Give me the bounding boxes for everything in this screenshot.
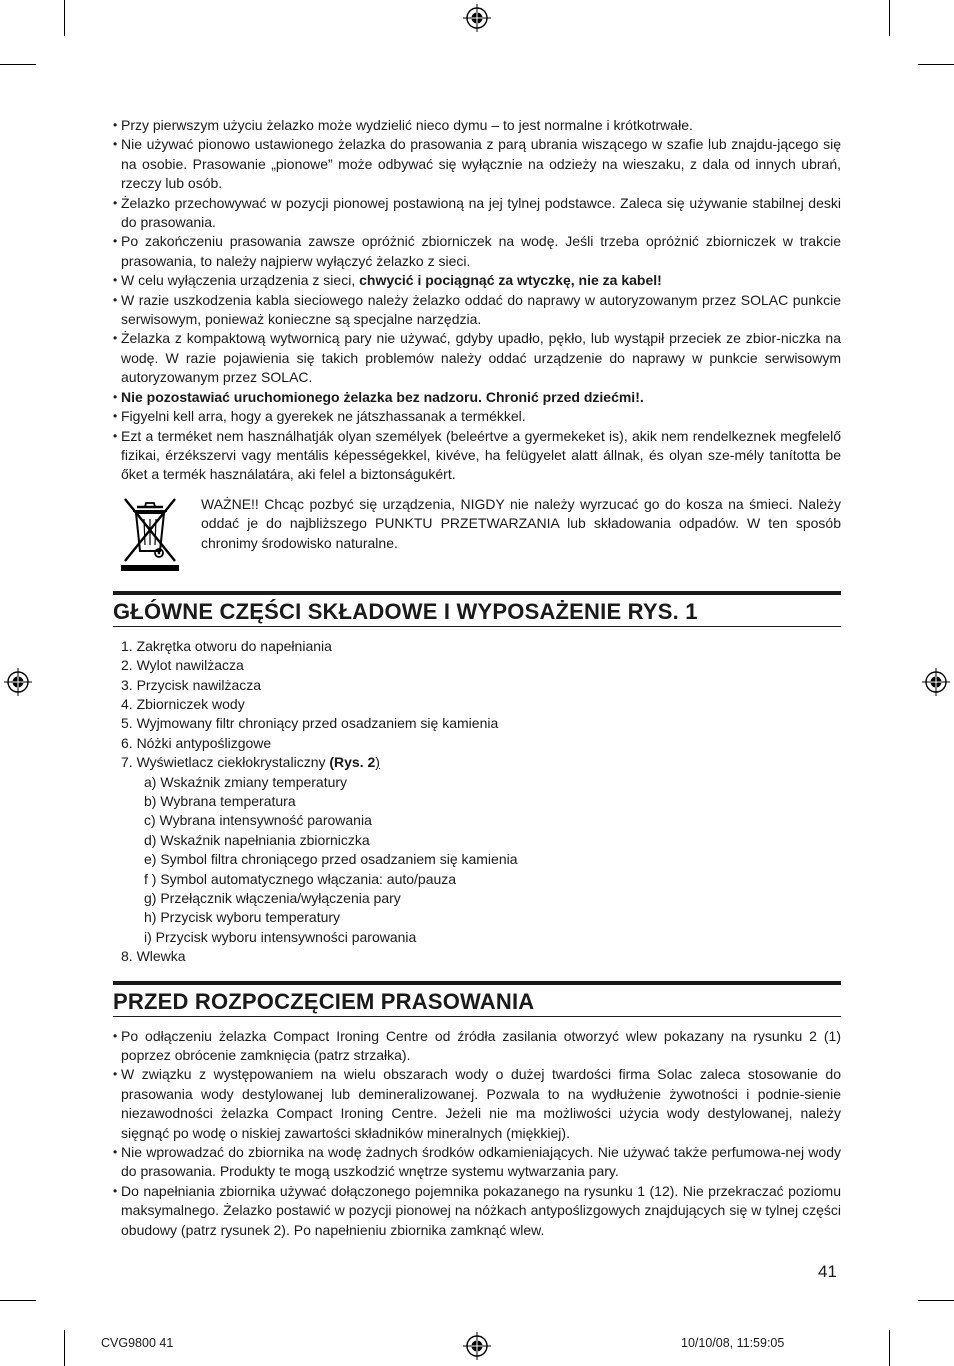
crop-mark xyxy=(918,64,954,65)
list-item: c) Wybrana intensywność parowania xyxy=(144,812,372,829)
list-item: • Ezt a terméket nem használhatják olyan személyek (beleértve a gyermekeket is), akik nem rendelkeznek megfelelő fizikai, érzékszervi vagy mentális képességekkel, kivéve, ha felügyelet alatt állnak, és olyan sze-mély tanította be őket a termék használatára, aki felel a biztonságukért. xyxy=(113,427,841,485)
list-item: • Po zakończeniu prasowania zawsze opróżnić zbiorniczek na wodę. Jeśli trzeba opróżnić zbiorniczek w trakcie prasowania, to należy najpierw wyłączyć żelazko z sieci. xyxy=(113,232,841,271)
list-item: f ) Symbol automatycznego włączania: auto/pauza xyxy=(144,870,457,887)
list-item: • Nie pozostawiać uruchomionego żelazka bez nadzoru. Chronić przed dziećmi!. xyxy=(113,388,841,407)
list-item: 2. Wylot nawilżacza xyxy=(121,657,244,674)
list-item: • Nie wprowadzać do zbiornika na wodę żadnych środków odkamieniających. Nie używać także perfumowa-nej wody do prasowania. Produkty te mogą uszkodzić wnętrze systemu wytwarzania pary. xyxy=(113,1143,841,1182)
page-content xyxy=(113,116,841,1240)
registration-mark-icon xyxy=(921,667,951,697)
list-item: d) Wskaźnik napełniania zbiorniczka xyxy=(144,831,370,848)
list-item: a) Wskaźnik zmiany temperatury xyxy=(144,773,348,790)
safety-bullet-list xyxy=(113,116,841,485)
list-item: • Żelazko przechowywać w pozycji pionowej postawioną na jej tylnej podstawce. Zaleca się używanie stabilnej deski do prasowania. xyxy=(113,194,841,233)
crop-mark xyxy=(0,1300,36,1301)
registration-mark-icon xyxy=(462,3,492,33)
list-item: i) Przycisk wyboru intensywności parowania xyxy=(144,928,417,945)
crossed-out-wheelie-bin-icon xyxy=(119,495,181,573)
registration-mark-icon xyxy=(3,667,33,697)
registration-mark-icon xyxy=(462,1331,492,1361)
list-item: • Figyelni kell arra, hogy a gyerekek ne játszhassanak a termékkel. xyxy=(113,407,841,426)
list-item: • Po odłączeniu żelazka Compact Ironing Centre od źródła zasilania otworzyć wlew pokazany na rysunku 2 (1) poprzez obrócenie zamknięcia (patrz strzałka). xyxy=(113,1027,841,1066)
crop-mark xyxy=(64,0,65,36)
section-title-parts: GŁÓWNE CZĘŚCI SKŁADOWE I WYPOSAŻENIE RYS. 1 xyxy=(113,591,841,627)
list-item: • Żelazka z kompaktową wytwornicą pary nie używać, gdyby upadło, pękło, lub wystąpił przeciek ze zbior-niczka na wodę. W razie pojawienia się takich problemów należy oddać urządzenie do naprawy w punkcie serwisowym autoryzowanym przez SOLAC. xyxy=(113,329,841,387)
recycling-notice xyxy=(113,495,841,573)
list-item: e) Symbol filtra chroniącego przed osadzaniem się kamienia xyxy=(144,851,518,868)
list-item: • W związku z występowaniem na wielu obszarach wody o dużej twardości firma Solac zaleca stosowanie do prasowania wody destylowanej lub demineralizowanej. Pozwala to na wydłużenie żywotności i podnie-sienie niezawodności żelazka Compact Ironing Centre. Jeżeli nie ma możliwości użycia wody destylowanej, należy sięgnąć po wodę o niskiej zawartości składników mineralnych (miękkiej). xyxy=(113,1065,841,1143)
crop-mark xyxy=(889,0,890,36)
list-item: 7. Wyświetlacz ciekłokrystaliczny (Rys. 2) xyxy=(121,754,380,771)
list-item: b) Wybrana temperatura xyxy=(144,792,296,809)
list-item: 3. Przycisk nawilżacza xyxy=(121,676,262,693)
list-item: 5. Wyjmowany filtr chroniący przed osadzaniem się kamienia xyxy=(121,715,499,732)
crop-mark xyxy=(889,1330,890,1366)
crop-mark xyxy=(64,1330,65,1366)
list-item: • Nie używać pionowo ustawionego żelazka do prasowania z parą ubrania wiszącego w szafie lub znajdu-jącego się na osobie. Prasowanie „pionowe” może odbywać się wyłącznie na odzieży na wieszaku, z dala od innych ubrań, rzeczy lub osób. xyxy=(113,135,841,193)
list-item: 6. Nóżki antypoślizgowe xyxy=(121,734,272,751)
list-item: • W razie uszkodzenia kabla sieciowego należy żelazko oddać do naprawy w autoryzowanym przez SOLAC punkcie serwisowym, ponieważ konieczne są specjalne narzędzia. xyxy=(113,291,841,330)
page-number: 41 xyxy=(818,1262,837,1281)
crop-mark xyxy=(0,64,36,65)
list-item: 8. Wlewka xyxy=(121,948,186,965)
list-item: 1. Zakrętka otworu do napełniania xyxy=(121,637,332,654)
footer-job-info: CVG9800 41 xyxy=(101,1336,174,1350)
list-item: 4. Zbiorniczek wody xyxy=(121,695,245,712)
crop-mark xyxy=(918,1300,954,1301)
section-title-before-ironing: PRZED ROZPOCZĘCIEM PRASOWANIA xyxy=(113,981,841,1017)
recycling-notice-text: WAŻNE!! Chcąc pozbyć się urządzenia, NIGDY nie należy wyrzucać go do kosza na śmieci. Należy oddać je do najbliższego PUNKTU PRZETWARZANIA lub składowania odpadów. W ten sposób chronimy środowisko naturalne. xyxy=(201,495,841,551)
list-item: • Do napełniania zbiornika używać dołączonego pojemnika pokazanego na rysunku 1 (12). Nie przekraczać poziomu maksymalnego. Żelazko postawić w pozycji pionowej na nóżkach antypoślizgowych znajdujących się w tylnej części obudowy (patrz rysunek 2). Po napełnieniu zbiornika zamknąć wlew. xyxy=(113,1182,841,1240)
list-item: h) Przycisk wyboru temperatury xyxy=(144,909,341,926)
parts-list xyxy=(113,637,841,967)
before-ironing-bullet-list xyxy=(113,1027,841,1240)
footer-timestamp: 10/10/08, 11:59:05 xyxy=(681,1336,785,1350)
list-item: g) Przełącznik włączenia/wyłączenia pary xyxy=(144,890,401,906)
list-item: • Przy pierwszym użyciu żelazko może wydzielić nieco dymu – to jest normalne i krótkotrwałe. xyxy=(113,116,841,135)
list-item: • W celu wyłączenia urządzenia z sieci, chwycić i pociągnąć za wtyczkę, nie za kabel! xyxy=(113,271,841,290)
